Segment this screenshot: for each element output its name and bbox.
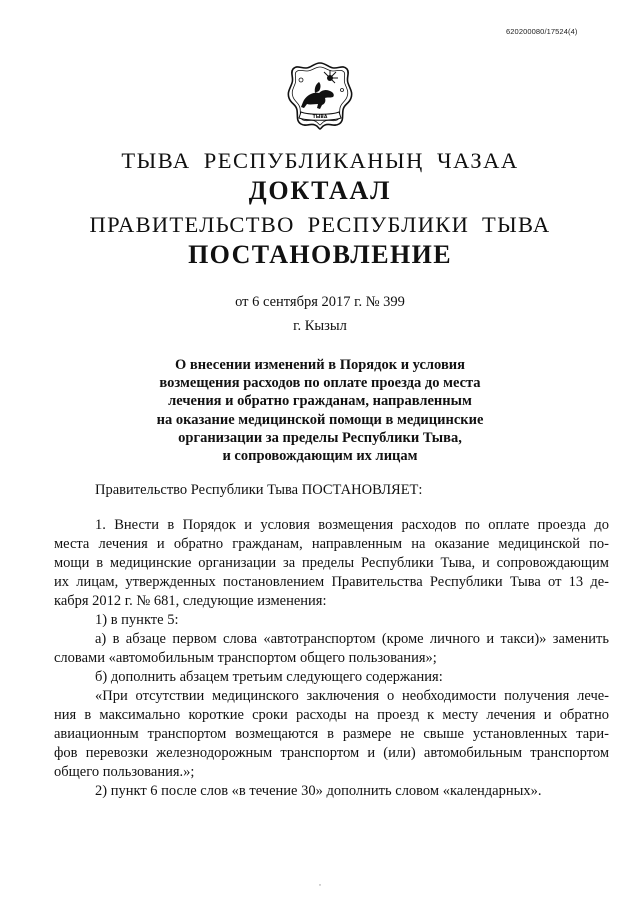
text-line: а) в абзаце первом слова «автотранспортом (кроме личного и такси)» заменить xyxy=(95,631,609,647)
text-line: кабря 2012 г. № 681, следующие изменения: xyxy=(54,593,327,609)
ru-government-title: ПРАВИТЕЛЬСТВО РЕСПУБЛИКИ ТЫВА xyxy=(89,212,551,237)
paragraph-6 xyxy=(54,782,609,801)
subject-line: возмещения расходов по оплате проезда до места xyxy=(159,375,481,392)
text-line: ния в максимально короткие сроки расходы на проезд к месту лечения и обратно xyxy=(54,707,609,723)
decree-city: г. Кызыл xyxy=(293,318,347,334)
text-line: 1. Внести в Порядок и условия возмещения расходов по оплате проезда до xyxy=(95,517,609,533)
subject-line: и сопровождающим их лицам xyxy=(222,448,418,465)
subject-line: организации за пределы Республики Тыва, xyxy=(178,429,462,446)
text-line: их лицам, утвержденных постановлением Правительства Республики Тыва от 13 де- xyxy=(54,574,609,590)
subject-line: лечения и обратно гражданам, направленным xyxy=(168,393,472,410)
text-line: б) дополнить абзацем третьим следующего содержания: xyxy=(95,669,443,685)
text-line: «При отсутствии медицинского заключения о необходимости получения лече- xyxy=(95,688,609,704)
tyva-government-title: ТЫВА РЕСПУБЛИКАНЫҢ ЧАЗАА xyxy=(121,148,519,173)
text-line: словами «автомобильным транспортом общего пользования»; xyxy=(54,650,437,666)
paragraph-5 xyxy=(54,687,609,782)
text-line: 1) в пункте 5: xyxy=(95,612,179,628)
subject-line: на оказание медицинской помощи в медицинские xyxy=(156,411,484,428)
paragraph-2 xyxy=(54,611,609,630)
paragraph-1 xyxy=(54,516,609,611)
paragraph-4 xyxy=(54,668,609,687)
page-number: · xyxy=(318,880,322,890)
text-line: мощи в медицинские организации за пределы Республики Тыва, и сопровождающим xyxy=(54,555,609,571)
text-line: авиационным транспортом возмещаются в размере не свыше установленных тари- xyxy=(54,726,609,742)
document-code: 620200080/17524(4) xyxy=(506,27,578,36)
decree-body xyxy=(54,516,609,801)
decree-preamble: Правительство Республики Тыва ПОСТАНОВЛЯЕТ: xyxy=(95,482,423,498)
tyva-decree-title: ДОКТААЛ xyxy=(248,176,392,205)
paragraph-3 xyxy=(54,630,609,668)
emblem-ribbon-text: ТЫВА xyxy=(312,115,328,120)
ru-decree-title: ПОСТАНОВЛЕНИЕ xyxy=(188,240,452,269)
text-line: общего пользования.»; xyxy=(54,764,195,780)
text-line: места лечения и обратно гражданам, направленным на оказание медицинской по- xyxy=(54,536,609,552)
decree-date-number: от 6 сентября 2017 г. № 399 xyxy=(235,294,405,310)
text-line: фов перевозки железнодорожным транспортом и (или) автомобильным транспортом xyxy=(54,745,609,761)
decree-subject xyxy=(0,356,640,465)
subject-line: О внесении изменений в Порядок и условия xyxy=(175,357,465,373)
text-line: 2) пункт 6 после слов «в течение 30» дополнить словом «календарных». xyxy=(95,783,542,799)
tuva-coat-of-arms-icon xyxy=(286,60,354,132)
